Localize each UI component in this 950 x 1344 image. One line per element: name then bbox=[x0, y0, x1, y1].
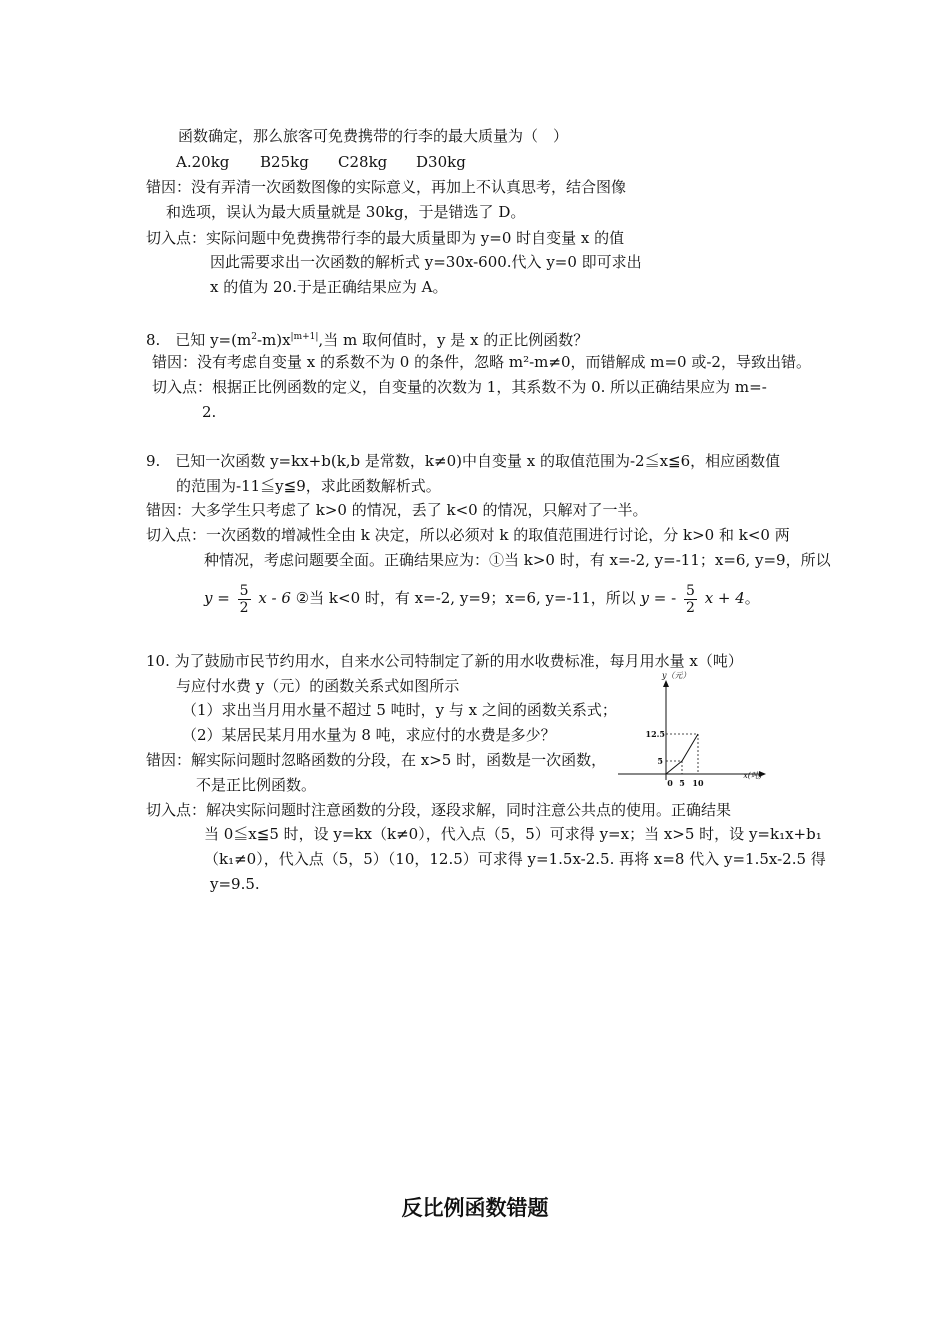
q10-part-1: （1）求出当月用水量不超过 5 吨时，y 与 x 之间的函数关系式； bbox=[182, 701, 617, 719]
q9-formula-rest2: x + 4 bbox=[704, 589, 745, 607]
q7-option-a: A.20kg bbox=[176, 153, 230, 171]
q7-cut-line-3: x 的值为 20.于是正确结果应为 A。 bbox=[210, 278, 448, 296]
q7-option-b: B25kg bbox=[260, 153, 309, 171]
q10-cut-line-3: （k₁≠0），代入点（5，5）（10，12.5）可求得 y=1.5x-2.5. 再将 x=8 代入 y=1.5x-2.5 得 bbox=[204, 850, 826, 868]
q10-cut-line-2: 当 0≦x≦5 时，设 y=kx（k≠0），代入点（5，5）可求得 y=x；当 x>5 时，设 y=k₁x+b₁ bbox=[204, 825, 822, 843]
graph-tick-x-5: 5 bbox=[679, 778, 685, 788]
q9-cut-line-2: 种情况，考虑问题要全面。正确结果应为：①当 k>0 时，有 x=-2, y=-11；x=6, y=9，所以 bbox=[204, 551, 831, 569]
q7-option-d: D30kg bbox=[416, 153, 466, 171]
q8-sup-2: 2 bbox=[251, 332, 257, 342]
graph-y-label: y（元） bbox=[662, 671, 691, 680]
q8-exponent: |m+1| bbox=[290, 332, 319, 342]
q7-error-line-1: 错因：没有弄清一次函数图像的实际意义，再加上不认真思考，结合图像 bbox=[146, 178, 627, 196]
q10-cut-line-1: 切入点：解决实际问题时注意函数的分段，逐段求解，同时注意公共点的使用。正确结果 bbox=[146, 801, 732, 819]
q9-formula-eq2: = - bbox=[653, 589, 677, 607]
q9-formula-rest1: x - 6 bbox=[258, 589, 291, 607]
q9-fraction-1-den: 2 bbox=[239, 599, 249, 616]
q9-fraction-1-num: 5 bbox=[239, 582, 249, 599]
q9-formula-eq1: = bbox=[217, 589, 230, 607]
graph-tick-x-0: 0 bbox=[667, 778, 673, 788]
q10-question-line-2: 与应付水费 y（元）的函数关系式如图所示 bbox=[176, 677, 460, 695]
water-fee-graph bbox=[618, 668, 768, 790]
q8-cut-line-2: 2. bbox=[202, 403, 217, 421]
q9-cut-line-1: 切入点：一次函数的增减性全由 k 决定，所以必须对 k 的取值范围进行讨论，分 k>0 和 k<0 两 bbox=[146, 526, 790, 544]
q9-error: 错因：大多学生只考虑了 k>0 的情况，丢了 k<0 的情况，只解对了一半。 bbox=[146, 501, 648, 519]
q9-formula-line bbox=[204, 578, 760, 618]
q8-cut-line-1: 切入点：根据正比例函数的定义，自变量的次数为 1，其系数不为 0. 所以正确结果应为 m=- bbox=[152, 378, 767, 396]
q7-question-line: 函数确定，那么旅客可免费携带的行李的最大质量为（ ） bbox=[178, 127, 569, 145]
q8-post: ,当 m 取何值时，y 是 x 的正比例函数？ bbox=[318, 331, 589, 349]
q7-error-line-2: 和选项，误认为最大质量就是 30kg，于是错选了 D。 bbox=[166, 203, 526, 221]
y-axis-arrow-icon bbox=[663, 680, 669, 687]
q8-question bbox=[146, 327, 588, 350]
q9-fraction-2-den: 2 bbox=[685, 599, 695, 616]
graph-tick-y-5: 5 bbox=[657, 756, 663, 766]
graph-tick-y-12-5: 12.5 bbox=[645, 729, 665, 739]
q10-cut-line-4: y=9.5. bbox=[210, 875, 260, 893]
q9-fraction-2 bbox=[684, 583, 697, 616]
graph-x-label: x(吨) bbox=[743, 771, 762, 780]
q9-fraction-2-num: 5 bbox=[685, 582, 695, 599]
q9-formula-y1: y bbox=[204, 589, 213, 607]
q8-error: 错因：没有考虑自变量 x 的系数不为 0 的条件，忽略 m²-m≠0，而错解成 m=0 或-2，导致出错。 bbox=[152, 353, 811, 371]
graph-tick-x-10: 10 bbox=[692, 778, 704, 788]
q7-cut-line-1: 切入点：实际问题中免费携带行李的最大质量即为 y=0 时自变量 x 的值 bbox=[146, 229, 625, 247]
q10-error-line-2: 不是正比例函数。 bbox=[196, 776, 317, 794]
q8-pre: 8. 已知 y=(m bbox=[146, 331, 252, 349]
q7-option-c: C28kg bbox=[338, 153, 388, 171]
q10-error-line-1: 错因：解实际问题时忽略函数的分段，在 x>5 时，函数是一次函数， bbox=[146, 751, 607, 769]
water-fee-graph-svg bbox=[618, 668, 768, 790]
q9-formula-mid: ②当 k<0 时，有 x=-2, y=9；x=6, y=-11，所以 bbox=[295, 589, 636, 607]
q10-question-line-1: 10. 为了鼓励市民节约用水，自来水公司特制定了新的用水收费标准，每月用水量 x（吨） bbox=[146, 652, 743, 670]
q9-question-line-1: 9. 已知一次函数 y=kx+b(k,b 是常数，k≠0)中自变量 x 的取值范围为-2≦x≦6，相应函数值 bbox=[146, 452, 781, 470]
q9-formula-y2: y bbox=[640, 589, 650, 607]
q9-fraction-1 bbox=[238, 583, 251, 616]
q7-cut-line-2: 因此需要求出一次函数的解析式 y=30x-600.代入 y=0 即可求出 bbox=[210, 253, 642, 271]
section-title: 反比例函数错题 bbox=[401, 1196, 549, 1220]
fee-function-line bbox=[666, 734, 698, 774]
q9-formula-end: 。 bbox=[744, 589, 760, 607]
q9-question-line-2: 的范围为-11≦y≦9，求此函数解析式。 bbox=[176, 477, 441, 495]
q10-part-2: （2）某居民某月用水量为 8 吨，求应付的水费是多少？ bbox=[182, 726, 556, 744]
q8-mid: -m)x bbox=[256, 331, 291, 349]
